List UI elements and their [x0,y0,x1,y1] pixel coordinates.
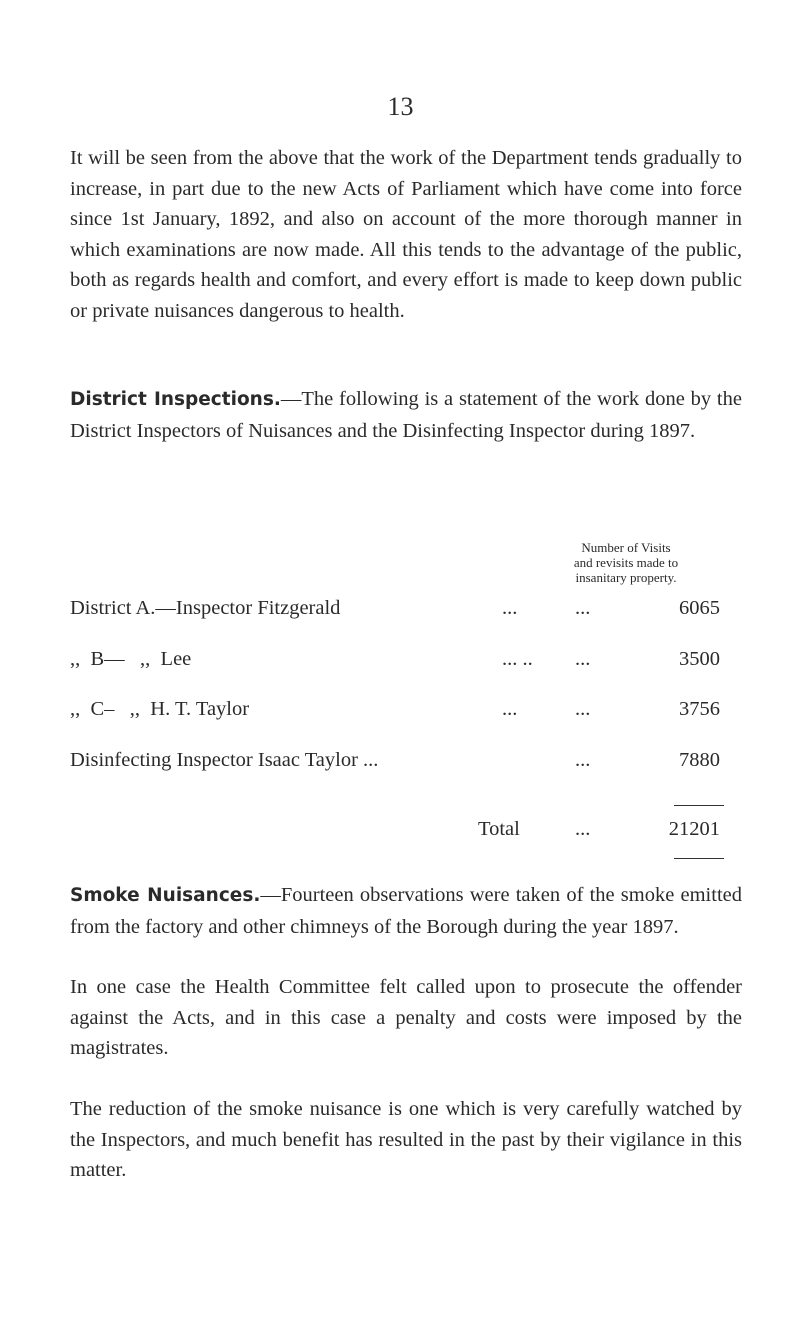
prosecution-paragraph: In one case the Health Committee felt called upon to prosecute the offender against the Acts, and in this case a penalty and costs were imposed by the magistrates. [70,976,742,1059]
row-value: 6065 [679,597,720,619]
row-value: 7880 [679,749,720,771]
row-label: ,, B— ,, Lee [70,648,192,670]
total-value: 21201 [668,818,720,840]
sum-rule-bottom [674,858,724,859]
row-value: 3756 [679,698,720,720]
district-inspections-paragraph [70,384,742,446]
column-header-line: Number of Visits [581,540,671,555]
district-inspections-text: —The following is a statement of the work done by the District Inspectors of Nuisances and the Disinfecting Inspector during 1897. [70,388,742,442]
total-row [70,818,742,848]
column-header-line: insanitary property. [575,570,677,585]
row-leader: ... [502,698,518,720]
intro-paragraph: It will be seen from the above that the work of the Department tends gradually to increase, in part due to the new Acts of Parliament which have come into force since 1st January, 1892, and also on account of the more thorough manner in which examinations are now made. All this tends to the advantage of the public, both as regards health and comfort, and every effort is made to keep down public or private nuisances dangerous to health. [70,147,742,322]
smoke-nuisances-text: —Fourteen observations were taken of the smoke emitted from the factory and other chimneys of the Borough during the year 1897. [70,884,742,938]
reduction-paragraph: The reduction of the smoke nuisance is one which is very carefully watched by the Inspectors, and much benefit has resulted in the past by their vigilance in this matter. [70,1098,742,1181]
total-label: Total [478,818,520,840]
row-leader: ... [575,597,591,619]
table-row [70,648,742,678]
smoke-nuisances-paragraph [70,880,742,942]
total-leader: ... [575,818,591,840]
page-number: 13 [387,92,414,121]
smoke-nuisances-heading: Smoke Nuisances. [70,885,261,906]
column-header-line: and revisits made to [573,555,679,570]
row-leader: ... .. [502,648,533,670]
row-label: District A.—Inspector Fitzgerald [70,597,341,619]
row-leader: ... [502,597,518,619]
table-row [70,749,742,779]
row-label: Disinfecting Inspector Isaac Taylor ... [70,749,379,771]
row-leader: ... [575,749,591,771]
sum-rule-top [674,805,724,806]
district-inspections-heading: District Inspections. [70,389,281,410]
row-label: ,, C– ,, H. T. Taylor [70,698,250,720]
row-value: 3500 [679,648,720,670]
visits-column-header [540,540,712,585]
row-leader: ... [575,698,591,720]
table-row [70,597,742,627]
table-row [70,698,742,728]
row-leader: ... [575,648,591,670]
